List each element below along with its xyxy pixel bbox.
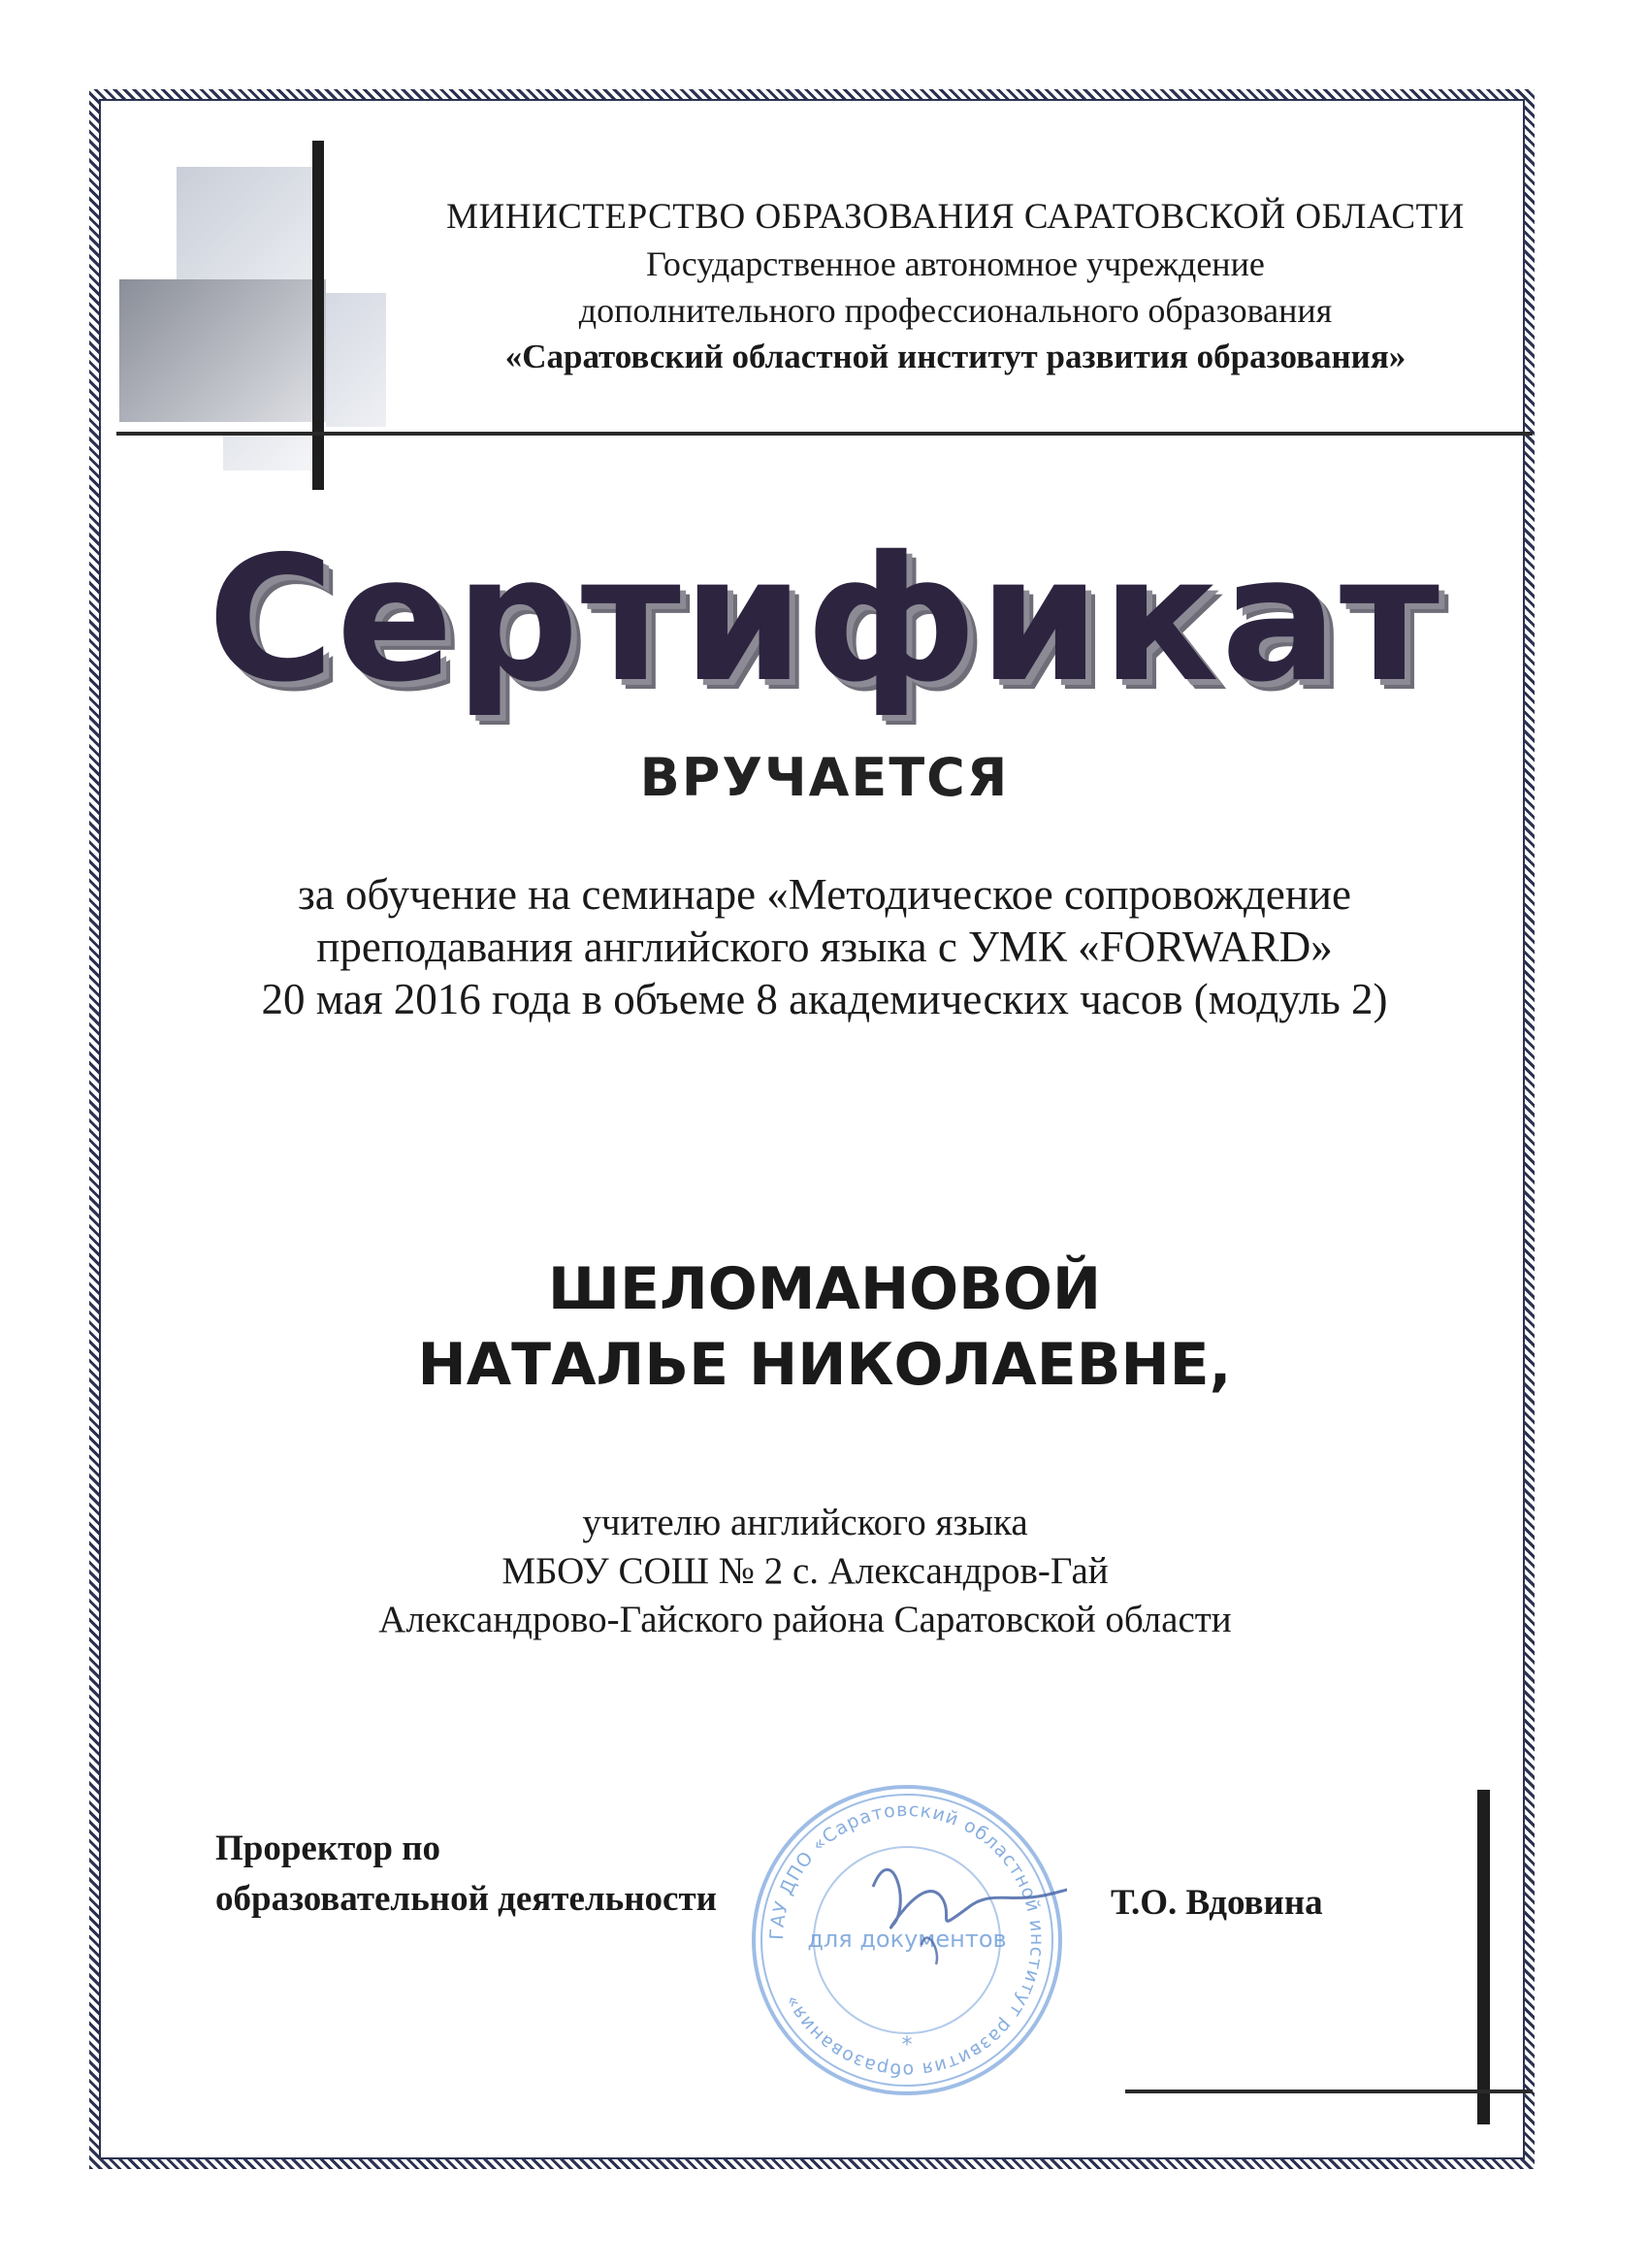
institution-name: «Саратовский областной институт развития образования» (504, 338, 1406, 375)
reason-line2: преподавания английского языка с УМК «FORWARD» (316, 923, 1333, 971)
recipient-position (0, 1499, 1610, 1644)
decor-square-bottom (223, 432, 320, 470)
reason-line1: за обучение на семинаре «Методическое сопровождение (298, 870, 1351, 919)
stamp-center-text: для документов (807, 1926, 1007, 1953)
certificate-title: Сертификат (207, 519, 1442, 720)
signatory-title (215, 1824, 717, 1925)
stamp-ring-text: ГАУ ДПО «Саратовский областной институт развития образования» (765, 1798, 1049, 2082)
stamp-star: * (901, 2033, 913, 2057)
recipient-surname: ШЕЛОМАНОВОЙ (547, 1255, 1102, 1323)
ministry-name: МИНИСТЕРСТВО ОБРАЗОВАНИЯ САРАТОВСКОЙ ОБЛАСТИ (446, 197, 1465, 237)
footer-vertical-bar (1477, 1790, 1490, 2124)
recipient-name (0, 1251, 1649, 1403)
header-vertical-bar (312, 141, 324, 490)
signatory-name: Т.О. Вдовина (1111, 1883, 1323, 1923)
recipient-given-names: НАТАЛЬЕ НИКОЛАЕВНЕ, (417, 1331, 1232, 1399)
issuer-header (407, 194, 1504, 380)
position-line2: МБОУ СОШ № 2 с. Александров-Гай (501, 1550, 1109, 1592)
signatory-title-line1: Проректор по (215, 1829, 441, 1868)
award-reason (116, 868, 1533, 1025)
institution-type-line1: Государственное автономное учреждение (646, 244, 1265, 283)
reason-line3: 20 мая 2016 года в объеме 8 академических часов (модуль 2) (261, 975, 1388, 1023)
awarded-label: ВРУЧАЕТСЯ (639, 747, 1010, 808)
institution-type-line2: дополнительного профессионального образования (578, 291, 1333, 330)
position-line1: учителю английского языка (582, 1502, 1028, 1543)
official-stamp (747, 1780, 1067, 2100)
header-rule (116, 432, 1533, 436)
footer-rule (1125, 2090, 1533, 2093)
signatory-title-line2: образовательной деятельности (215, 1879, 717, 1919)
position-line3: Александрово-Гайского района Саратовской области (378, 1599, 1232, 1640)
decor-square-dark (119, 279, 326, 422)
decor-square-right (326, 293, 386, 427)
